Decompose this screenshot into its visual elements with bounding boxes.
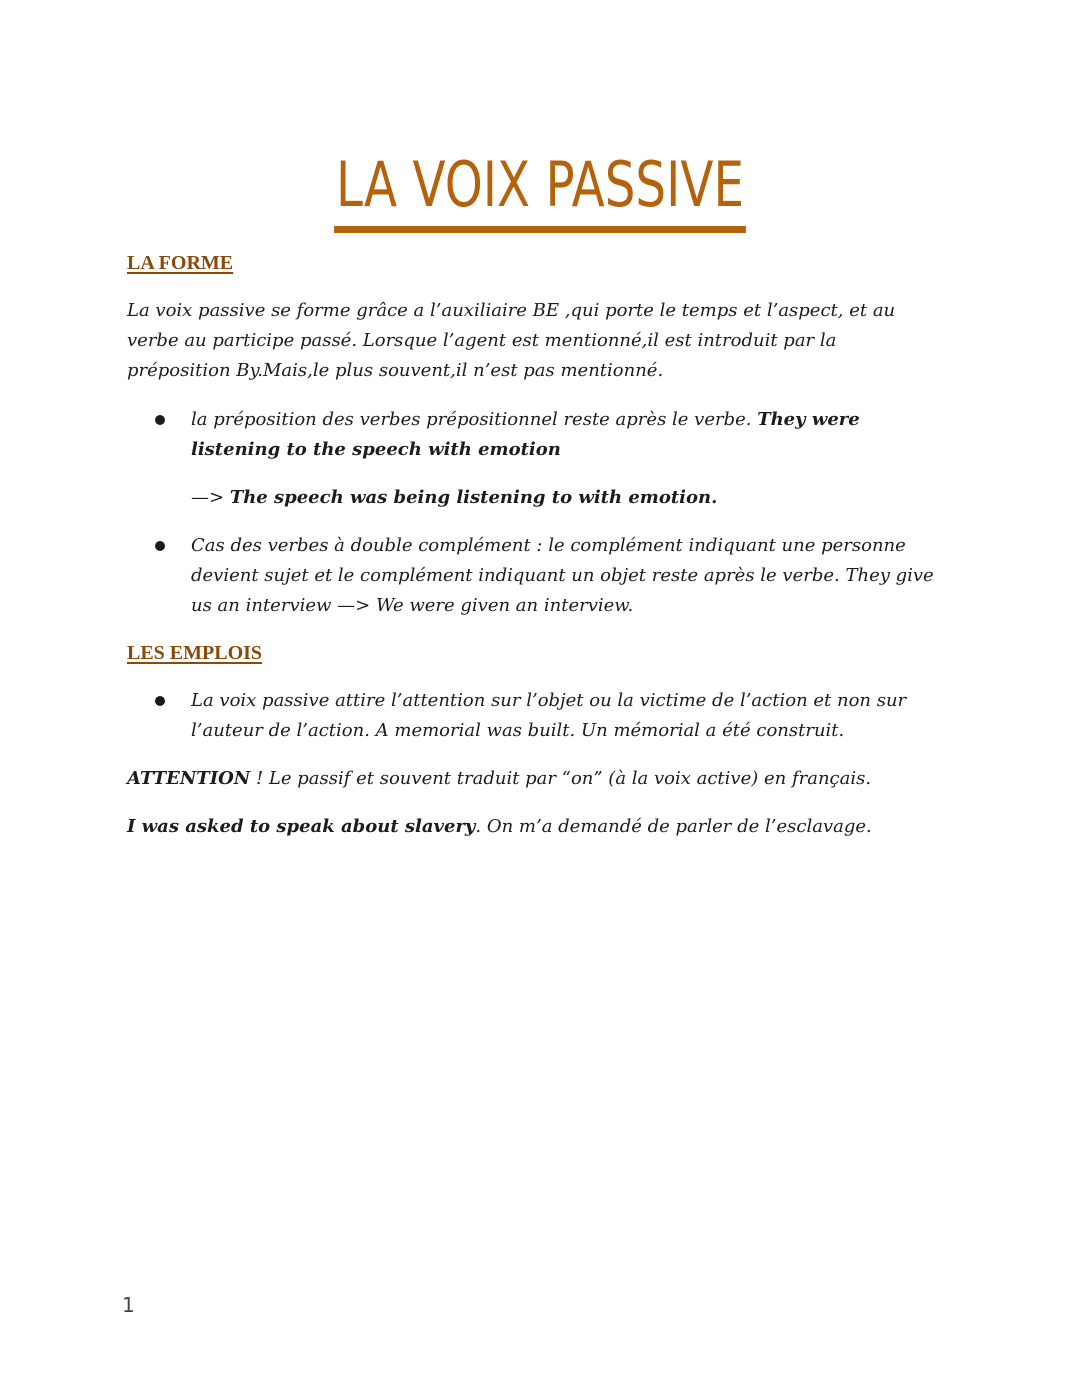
page-number: 1 <box>122 1293 135 1317</box>
forme-bullet-double-complement: Cas des verbes à double complément : le complément indiquant une personne devient sujet et le complément indiquant un objet reste après le verbe. They give us an interview —> We were given an interview. <box>191 535 934 616</box>
emplois-bullet: La voix passive attire l’attention sur l’objet ou la victime de l’action et non sur l’auteur de l’action. A memorial was built. Un mémorial a été construit. <box>191 690 907 741</box>
forme-bullet-result <box>191 483 946 513</box>
bullet-example: They were listening to the speech with emotion <box>191 409 860 460</box>
bullet-text: la préposition des verbes prépositionnel reste après le verbe. <box>191 409 758 430</box>
example-sentence <box>127 812 1007 842</box>
forme-intro-paragraph: La voix passive se forme grâce a l’auxiliaire BE ,qui porte le temps et l’aspect, et au verbe au participe passé. Lorsque l’agent est mentionné,il est introduit par la préposition By.Mais,le plus souvent,il n’est pas mentionné. <box>127 300 896 381</box>
example-english: I was asked to speak about slavery <box>127 816 476 837</box>
page-title: LA VOIX PASSIVE <box>119 140 961 233</box>
result-text: The speech was being listening to with emotion. <box>229 487 718 508</box>
bullet-dot <box>155 696 165 706</box>
forme-bullet-prepositional <box>191 405 946 465</box>
bullet-dot <box>155 541 165 551</box>
arrow-text: —> <box>191 487 230 508</box>
bullet-dot <box>155 415 165 425</box>
attention-label: ATTENTION <box>127 768 251 789</box>
example-french: . On m’a demandé de parler de l’esclavage. <box>475 816 872 837</box>
section-heading-emplois: LES EMPLOIS <box>127 642 263 664</box>
attention-note <box>127 764 1007 794</box>
attention-text: ! Le passif et souvent traduit par “on” (à la voix active) en français. <box>250 768 872 789</box>
section-heading-forme: LA FORME <box>127 252 234 274</box>
